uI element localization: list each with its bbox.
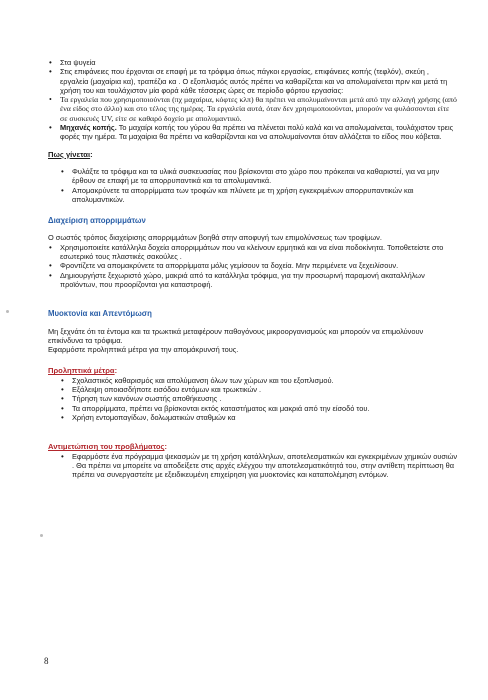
list-item: • Στις επιφάνειες που έρχονται σε επαφή με τα τρόφιμα όπως πάγκοι εργασίας, επιφάνειες κοπής (τεφλόν), σκεύη , εργαλεία (μαχαίρια κα), τραπέζια κα . Ο εξοπλισμός αυτός πρέπει να καθαρίζεται και να απολυμαίνεται πριν και μετά τη χρήση του και τουλάχιστον μία φορά κάθε τέσσερις ώρες σε περίοδο φόρτου εργασίας:	[48, 67, 458, 95]
treatment-list	[48, 452, 458, 480]
list-item: • Σχολαστικός καθαρισμός και απολύμανση όλων των χώρων και του εξοπλισμού.	[60, 376, 458, 385]
list-item: • Φυλάξτε τα τρόφιμα και τα υλικά συσκευασίας που βρίσκονται στο χώρο που πρόκειται να καθαριστεί, για να μην έρθουν σε επαφή με τα απορρυπαντικά και τα απολυμαντικά.	[60, 167, 458, 186]
list-item: • Τήρηση των κανόνων σωστής αποθήκευσης .	[60, 394, 458, 403]
waste-intro: Ο σωστός τρόπος διαχείρισης απορριμμάτων βοηθά στην αποφυγή των επιμολύνσεως των τροφίμων.	[48, 233, 382, 243]
list-item	[48, 123, 458, 142]
heading-text: Αντιμετώπιση του προβλήματος	[48, 442, 165, 452]
list-item-text: Το μαχαίρι κοπής του γύρου θα πρέπει να πλένεται πολύ καλά και να απολυμαίνεται, τουλάχιστον τρεις φορές την ημέρα. Τα μαχαίρια θα πρέπει να καθαρίζονται και να απολυμαίνονται όταν αλλάζεται το είδος που κόβεται.	[60, 123, 454, 142]
heading-text: Πως γίνεται	[48, 149, 91, 159]
section-heading-howto	[48, 150, 458, 159]
page-number: 8	[44, 656, 49, 666]
pests-intro-2: Εφαρμόστε προληπτικά μέτρα για την απομάκρυνσή τους.	[48, 345, 239, 355]
pests-intro: Μη ξεχνάτε ότι τα έντομα και τα τρωκτικά μεταφέρουν παθογόνους μικροοργανισμούς και μπορούν να επιμολύνουν επικίνδυνα τα τρόφιμα.	[48, 326, 424, 345]
list-item: • Τα απορρίμματα, πρέπει να βρίσκονται εκτός καταστήματος και μακριά από την είσοδό του.	[60, 404, 458, 413]
list-item: • Χρήση εντομοπαγίδων, δολωματικών σταθμών κα	[60, 413, 458, 422]
waste-list	[48, 243, 458, 289]
heading-text: Προληπτικά μέτρα	[48, 366, 115, 376]
section-heading-treatment	[48, 442, 458, 451]
section-heading-prevention	[48, 366, 458, 375]
list-item: • Εξάλειψη οποιασδήποτε εισόδου εντόμων και τρωκτικών .	[60, 385, 458, 394]
heading-colon: :	[114, 366, 118, 376]
section-heading-waste: Διαχείριση απορριμμάτων	[48, 216, 146, 226]
list-item: • Εφαρμόστε ένα πρόγραμμα ψεκασμών με τη χρήση κατάλληλων, αποτελεσματικών και εγκεκριμένων χημικών ουσιών . Θα πρέπει να μπορείτε να αποδείξετε στις αρχές ελέγχου την αποτελεσματικότητά του, στην αντίθετη περίπτωση θα πρέπει να συνεργαστείτε με εξειδικευμένη επιχείρηση για μυοκτονίες και καταπολέμηση εντόμων.	[60, 452, 458, 480]
section-heading-pests: Μυοκτονία και Απεντόμωση	[48, 309, 152, 319]
heading-colon: :	[90, 149, 93, 159]
list-item: • Χρησιμοποιείτε κατάλληλα δοχεία απορριμμάτων που να κλείνουν ερμητικά και να είναι ποδοκίνητα. Τοποθετείστε στο εσωτερικό τους πλαστικές σακούλες .	[48, 243, 458, 262]
howto-list	[48, 167, 458, 204]
scan-mark	[6, 310, 9, 313]
heading-colon: :	[164, 442, 167, 452]
page-content	[48, 58, 458, 479]
list-item: • Απομακρύνετε τα απορρίμματα των τροφών και πλύνετε με τη χρήση εγκεκριμένων απορρυπαντικών και απολυμαντικών.	[60, 186, 458, 205]
list-item: • Στα ψυγεία	[48, 58, 458, 67]
list-item: • Τα εργαλεία που χρησιμοποιούνται (πχ μαχαίρια, κόφτες κλπ) θα πρέπει να απολυμαίνονται μετά από την αλλαγή χρήσης (από ένα είδος στο άλλο) και στο τέλος της ημέρας. Τα εργαλεία αυτά, όταν δεν χρησιμοποιούνται, μπορούν να φυλάσσονται είτε σε συσκευές UV, είτε σε καθαρό δοχείο με απολυμαντικό.	[48, 95, 458, 123]
scan-mark	[40, 534, 43, 537]
bold-term: Μηχανές κοπής.	[60, 123, 117, 133]
cleaning-locations-list	[48, 58, 458, 142]
prevention-list	[48, 376, 458, 422]
list-item: • Δημιουργήστε ξεχωριστό χώρο, μακριά από τα κατάλληλα τρόφιμα, για την προσωρινή παραμονή ακαταλλήλων προϊόντων, που προορίζονται για καταστροφή.	[48, 271, 458, 290]
list-item: • Φροντίζετε να απομακρύνετε τα απορρίμματα μόλις γεμίσουν τα δοχεία. Μην περιμένετε να ξεχειλίσουν.	[48, 261, 458, 270]
